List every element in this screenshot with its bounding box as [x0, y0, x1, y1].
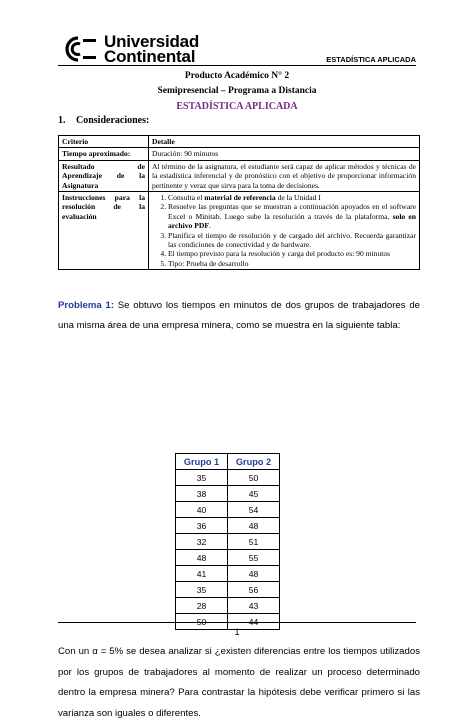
header-course-name: ESTADÍSTICA APLICADA [326, 55, 416, 64]
table-cell: 32 [176, 534, 228, 550]
university-logo [58, 34, 199, 64]
table-cell: 35 [176, 470, 228, 486]
table-cell: 51 [228, 534, 280, 550]
criteria-header-criterio: Criterio [59, 136, 149, 148]
criteria-header-row [59, 136, 420, 148]
logo-line1: Universidad [104, 32, 200, 51]
instruction-1-text-b: material de referencia [204, 193, 276, 203]
table-cell: 48 [228, 518, 280, 534]
instruction-item-1 [168, 193, 416, 202]
table-row [176, 470, 280, 486]
table-row [176, 566, 280, 582]
table-row [176, 534, 280, 550]
criteria-row-instructions [59, 192, 420, 270]
logo-line2: Continental [104, 47, 196, 66]
table-cell: 28 [176, 598, 228, 614]
instruction-1-text-a: Consulta el [168, 193, 205, 203]
doc-course-title: ESTADÍSTICA APLICADA [176, 101, 298, 112]
instruction-2-text-a: Resuelve las preguntas que se muestran a continuación apoyados en el software Excel o Minitab. Luego sube la resolución a través de la plataforma, [168, 202, 416, 221]
table-row [176, 550, 280, 566]
table-cell: 43 [228, 598, 280, 614]
table-cell: 41 [176, 566, 228, 582]
page-number: 1 [234, 627, 240, 637]
groups-header-2: Grupo 2 [228, 454, 280, 470]
doc-title: Producto Académico N° 2 [184, 71, 290, 81]
table-cell: 56 [228, 582, 280, 598]
table-cell: 50 [176, 614, 228, 630]
criteria-result-value: Al término de la asignatura, el estudiante será capaz de aplicar métodos y técnicas de la estadística inferencial y de pronóstico con el objetivo de proporcionar información pertinente y veraz que sirva para la toma de decisiones. [149, 160, 420, 191]
instruction-2-text-b: solo en archivo PDF [168, 211, 416, 231]
criteria-instructions-label: Instrucciones para la resolución de la evaluación [59, 192, 149, 270]
table-cell: 44 [228, 614, 280, 630]
criteria-time-value: Duración: 90 minutos [149, 148, 420, 160]
instruction-1-text-c: de la Unidad I [275, 193, 321, 203]
closing-paragraph: Con un α = 5% se desea analizar si ¿existen diferencias entre los tiempos utilizados por los grupos de trabajadores al momento de realizar un proceso determinado dentro la empresa minera? Para contrastar la hipótesis debe verificar primero si las varianza son iguales o diferentes. [58, 646, 420, 719]
table-cell: 38 [176, 486, 228, 502]
table-cell: 36 [176, 518, 228, 534]
doc-subtitle: Semipresencial – Programa a Distancia [157, 86, 317, 96]
instruction-item-3: 3. Planifica el tiempo de resolución y de cargado del archivo. Recuerda garantizar las condiciones de conectividad y de hardware. [168, 231, 416, 250]
criteria-header-detalle: Detalle [149, 136, 420, 148]
criteria-result-label: Resultado de Aprendizaje de la Asignatura [59, 160, 149, 191]
problem-text: Se obtuvo los tiempos en minutos de dos grupos de trabajadores de una misma área de una empresa minera, como se muestra en la siguiente tabla: [58, 300, 420, 331]
instruction-item-2 [168, 202, 416, 230]
table-cell: 45 [228, 486, 280, 502]
section-number: 1. [58, 115, 66, 126]
table-row [176, 486, 280, 502]
table-row [176, 582, 280, 598]
groups-header-1: Grupo 1 [176, 454, 228, 470]
section-heading [58, 115, 149, 126]
instruction-item-4: 4. El tiempo previsto para la resolución y carga del producto es: 90 minutos [168, 249, 416, 258]
table-cell: 40 [176, 502, 228, 518]
university-logo-mark-icon [58, 36, 98, 62]
instruction-item-5: 5. Tipo: Prueba de desarrollo [168, 259, 416, 268]
table-cell: 55 [228, 550, 280, 566]
groups-table [175, 453, 280, 630]
instructions-list [152, 193, 416, 268]
table-cell: 35 [176, 582, 228, 598]
instruction-2-text-c: . [209, 221, 211, 231]
table-cell: 50 [228, 470, 280, 486]
table-row [176, 502, 280, 518]
footer-divider [58, 622, 416, 623]
criteria-instructions-value [149, 192, 420, 270]
table-row [176, 518, 280, 534]
criteria-time-label: Tiempo aproximado: [59, 148, 149, 160]
criteria-row-result [59, 160, 420, 191]
criteria-row-time [59, 148, 420, 160]
problem-statement [58, 296, 420, 336]
groups-header-row [176, 454, 280, 470]
header-divider [58, 65, 416, 66]
criteria-table [58, 135, 420, 270]
table-row [176, 598, 280, 614]
section-title: Consideraciones: [76, 115, 150, 126]
table-cell: 48 [228, 566, 280, 582]
table-cell: 54 [228, 502, 280, 518]
problem-title: Problema 1: [58, 300, 115, 311]
table-cell: 48 [176, 550, 228, 566]
